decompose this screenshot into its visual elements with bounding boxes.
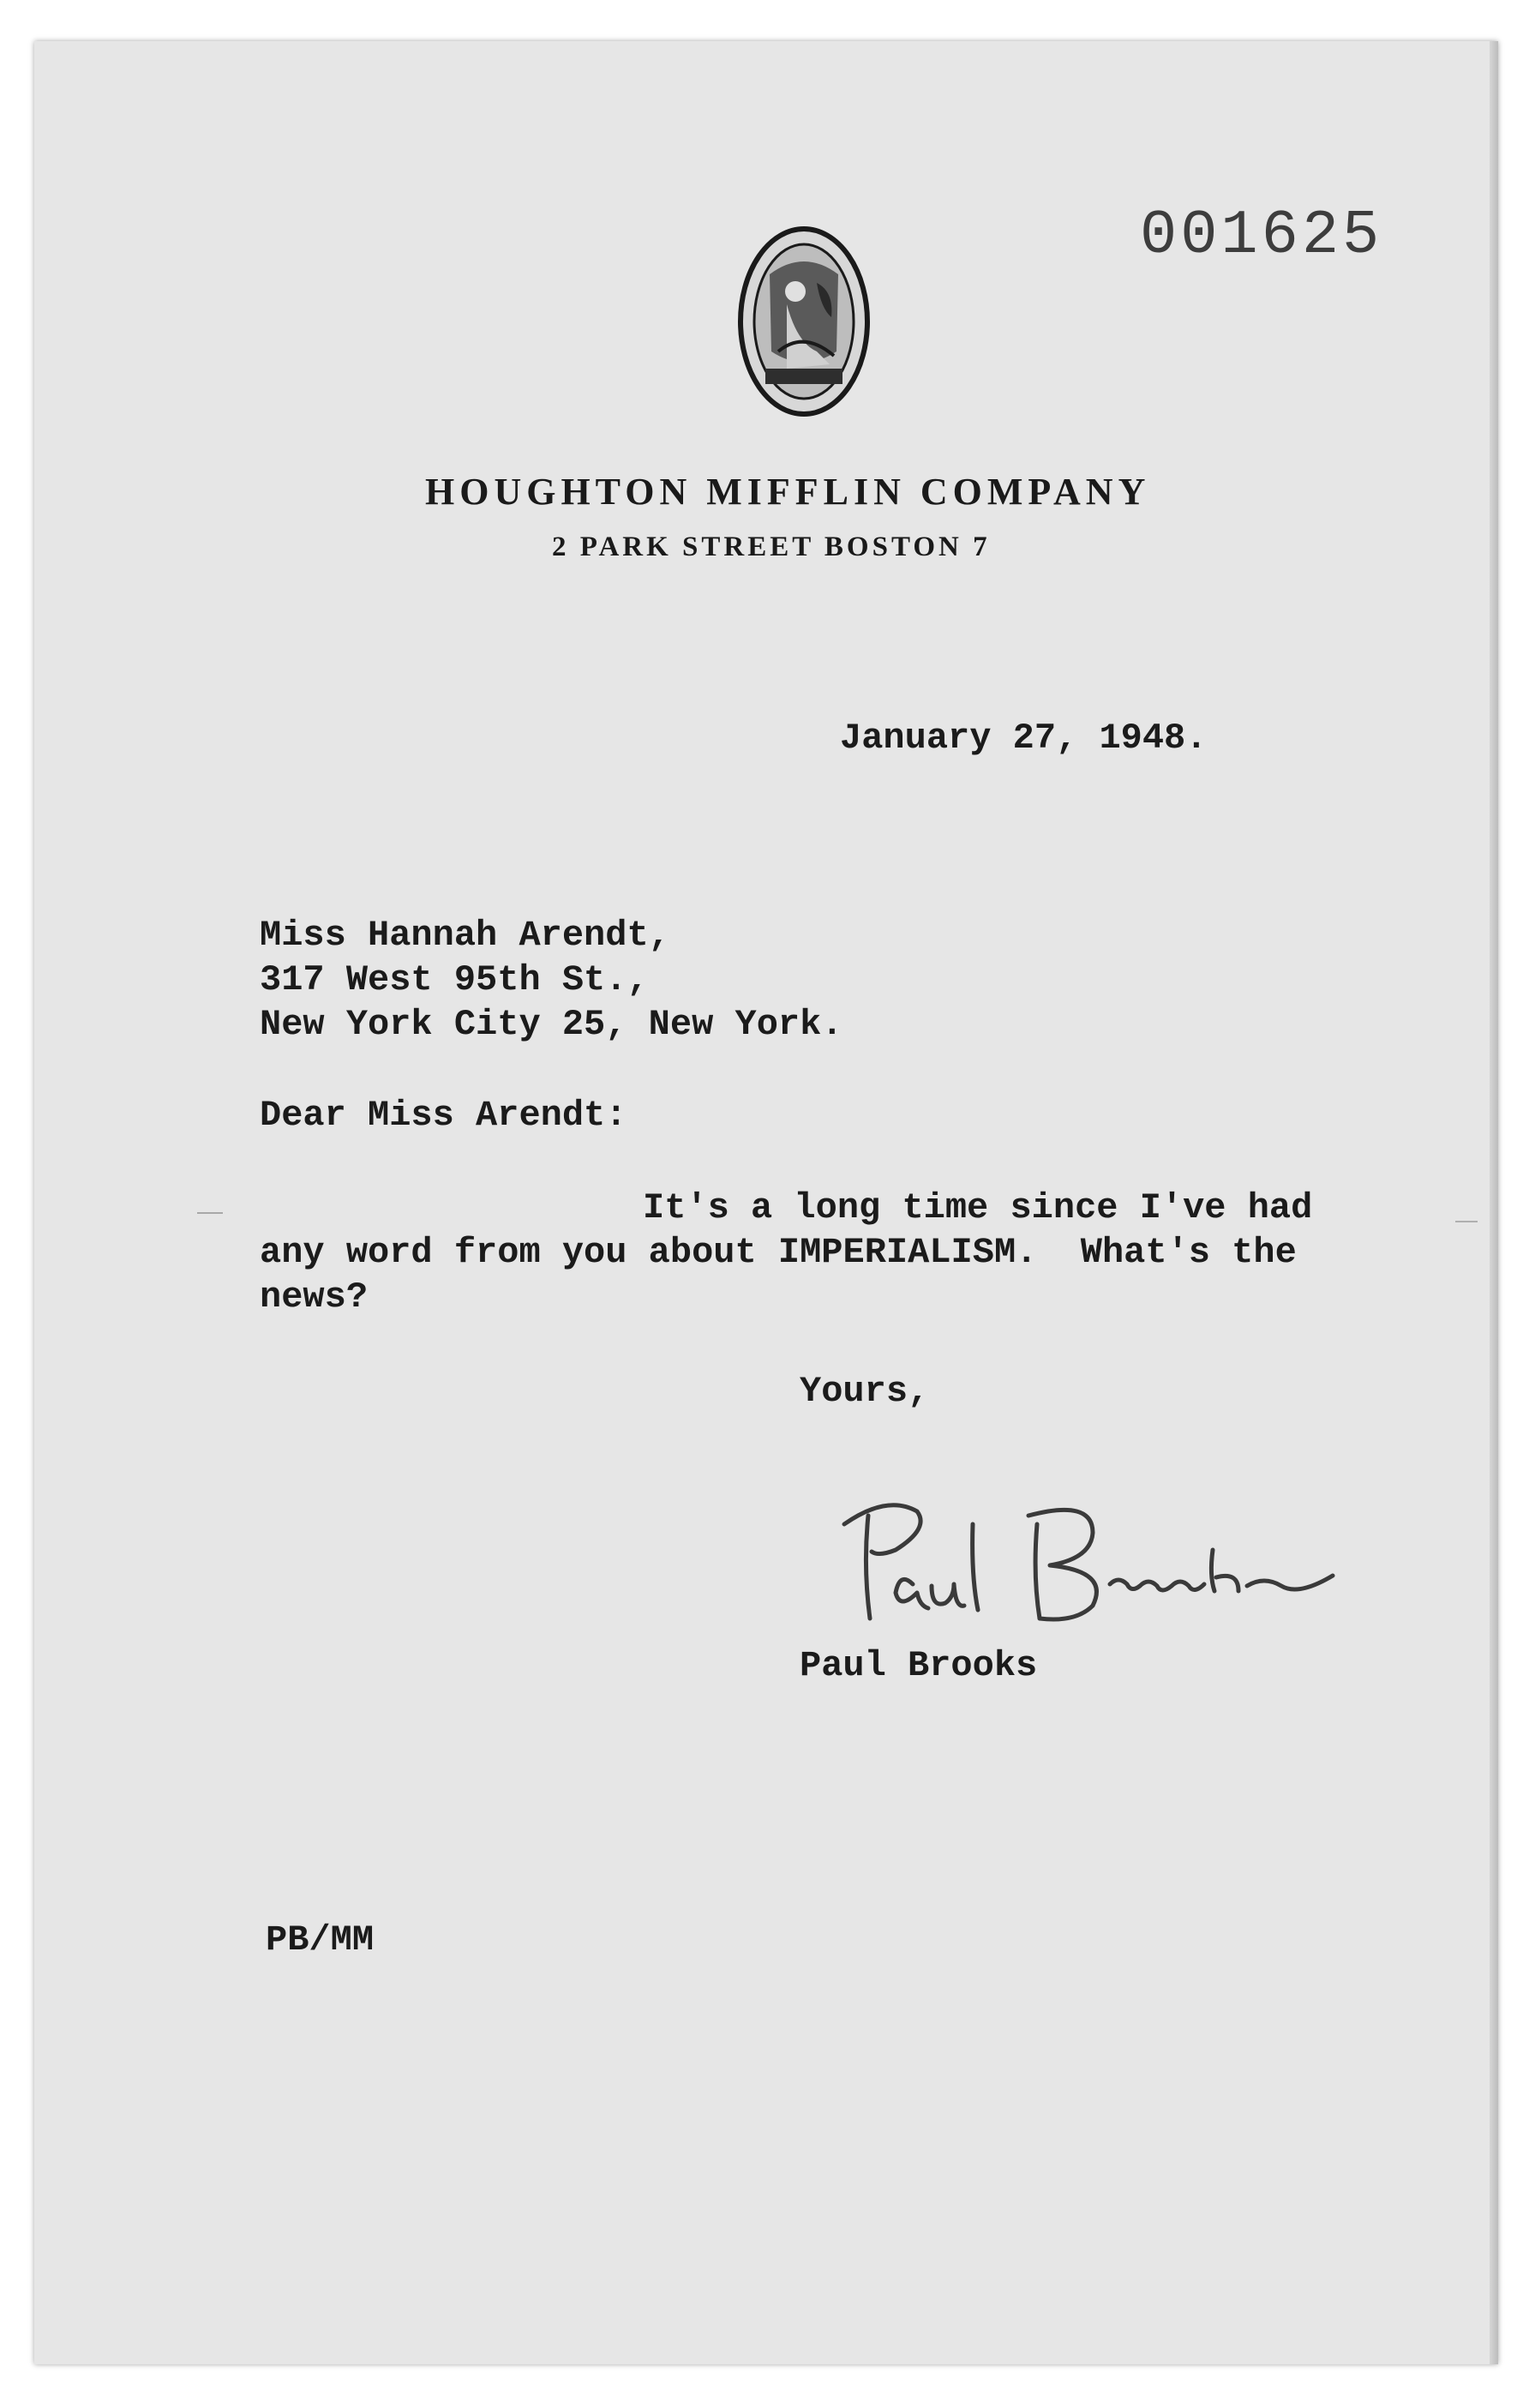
body-line: news? [260,1276,369,1318]
handwritten-signature [836,1490,1367,1636]
body-line: any word from you about IMPERIALISM. What's the [260,1232,1297,1273]
company-address: 2 PARK STREET BOSTON 7 [552,531,991,562]
signer-name: Paul Brooks [800,1645,1038,1686]
closing: Yours, [800,1371,930,1412]
letter-page [34,41,1498,2364]
recipient-line: New York City 25, New York. [260,1004,843,1045]
body-line: It's a long time since I've had [643,1187,1313,1228]
margin-mark [197,1212,223,1214]
recipient-line: Miss Hannah Arendt, [260,915,670,956]
reference-initials: PB/MM [266,1919,375,1961]
company-name: HOUGHTON MIFFLIN COMPANY [425,471,1151,513]
letter-date: January 27, 1948. [840,718,1208,759]
recipient-line: 317 West 95th St., [260,959,649,1000]
margin-mark [1455,1221,1478,1222]
document-number: 001625 [1140,201,1383,271]
houghton-mifflin-seal-icon [735,223,872,420]
salutation: Dear Miss Arendt: [260,1095,627,1136]
